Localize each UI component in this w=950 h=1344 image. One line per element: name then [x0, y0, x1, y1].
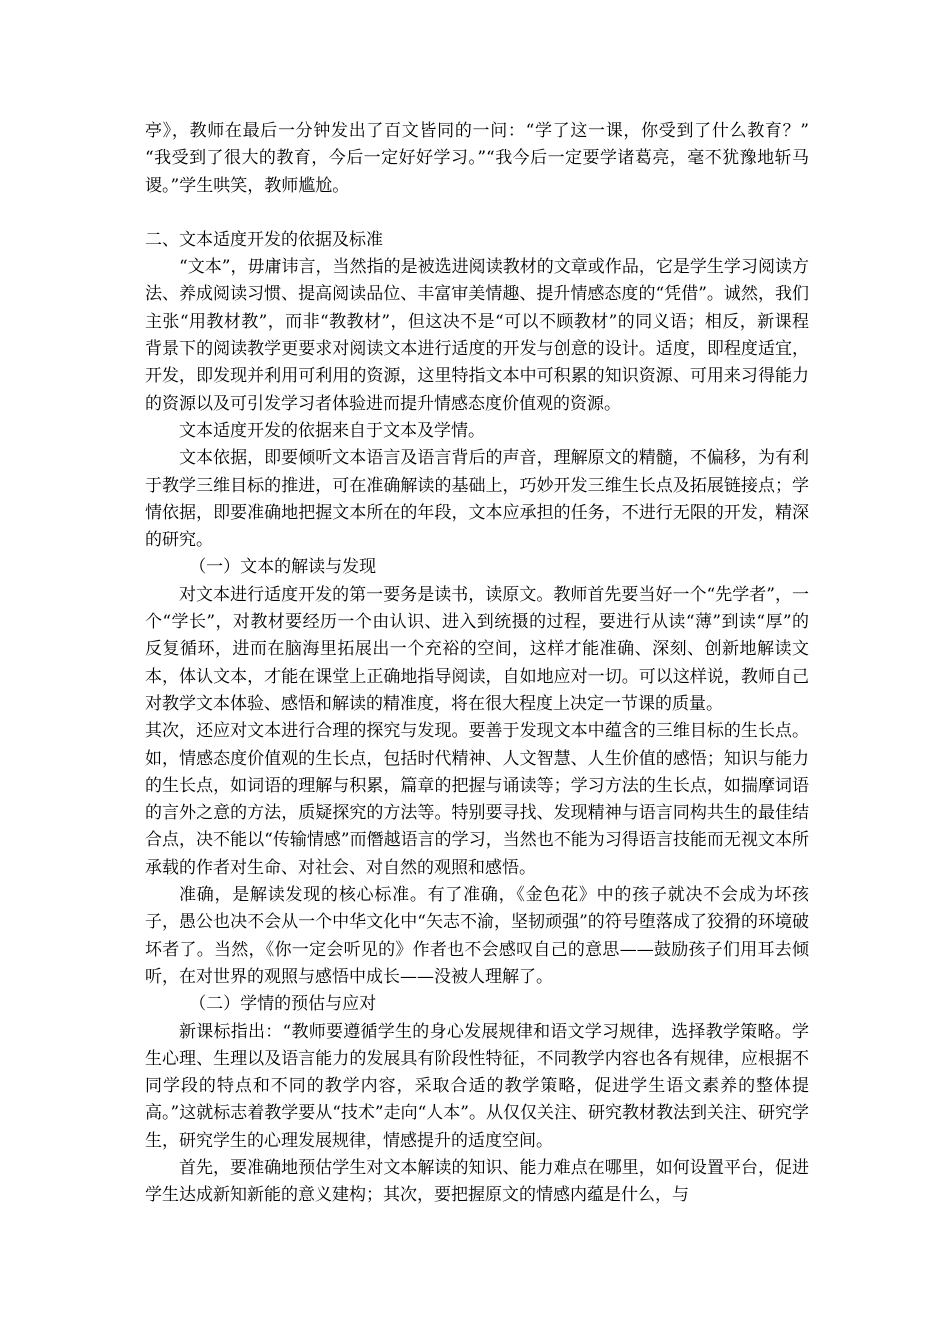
paragraph: 其次，还应对文本进行合理的探究与发现。要善于发现文本中蕴含的三维目标的生长点。如，情感态度价值观的生长点，包括时代精神、人文智慧、人生价值的感悟；知识与能力的生长点，如词语的理解与积累，篇章的把握与诵读等；学习方法的生长点，如揣摩词语的言外之意的方法，质疑探究的方法等。特别要寻找、发现精神与语言同构共生的最佳结合点，决不能以“传输情感”而僭越语言的学习，当然也不能为习得语言技能而无视文本所承载的作者对生命、对社会、对自然的观照和感悟。 — [145, 721, 809, 878]
paragraph: “文本”，毋庸讳言，当然指的是被选进阅读教材的文章或作品，它是学生学习阅读方法、养成阅读习惯、提高阅读品位、丰富审美情趣、提升情感态度的“凭借”。诚然，我们主张“用教材教”，而非“教教材”，但这决不是“可以不顾教材”的同义语；相反，新课程背景下的阅读教学更要求对阅读文本进行适度的开发与创意的设计。适度，即程度适宜，开发，即发现并利用可利用的资源，这里特指文本中可积累的知识资源、可用来习得能力的资源以及可引发学习者体验进而提升情感态度价值观的资源。 — [145, 257, 809, 414]
paragraph: 文本依据，即要倾听文本语言及语言背后的声音，理解原文的精髓，不偏移，为有利于教学三维目标的推进，可在准确解读的基础上，巧妙开发三维生长点及拓展链接点；学情依据，即要准确地把握文本所在的年段，文本应承担的任务，不进行无限的开发，精深的研究。 — [145, 448, 809, 551]
paragraph: 文本适度开发的依据来自于文本及学情。 — [179, 420, 485, 441]
paragraph: 新课标指出：“教师要遵循学生的身心发展规律和语文学习规律，选择教学策略。学生心理、生理以及语言能力的发展具有阶段性特征，不同教学内容也各有规律，应根据不同学段的特点和不同的教学内容，采取合适的教学策略，促进学生语文素养的整体提高。”这就标志着教学要从“技术”走向“人本”。从仅仅关注、研究教材教法到关注、研究学生，研究学生的心理发展规律，情感提升的适度空间。 — [145, 1021, 809, 1151]
paragraph-continuation: 亭》，教师在最后一分钟发出了百文皆同的一问：“学了这一课，你受到了什么教育？” “我受到了很大的教育，今后一定好好学习。”“我今后一定要学诸葛亮，毫不犹豫地斩马谡。”学生哄笑，教师尴尬。 — [145, 121, 809, 196]
paragraph: 准确，是解读发现的核心标准。有了准确，《金色花》中的孩子就决不会成为坏孩子，愚公也决不会从一个中华文化中“矢志不渝，坚韧顽强”的符号堕落成了狡猾的环境破坏者了。当然，《你一定会听见的》作者也不会感叹自己的意思——鼓励孩子们用耳去倾听，在对世界的观照与感悟中成长——没被人理解了。 — [145, 885, 809, 987]
document-body — [145, 118, 809, 1210]
subsection-heading: （一）文本的解读与发现 — [189, 557, 377, 578]
subsection-heading: （二）学情的预估与应对 — [189, 994, 377, 1015]
section-heading: 二、文本适度开发的依据及标准 — [145, 229, 383, 250]
blank-line — [145, 200, 809, 227]
paragraph: 首先，要准确地预估学生对文本解读的知识、能力难点在哪里，如何设置平台，促进学生达成新知新能的意义建构；其次，要把握原文的情感内蕴是什么，与 — [145, 1157, 809, 1206]
paragraph: 对文本进行适度开发的第一要务是读书，读原文。教师首先要当好一个“先学者”，一个“学长”，对教材要经历一个由认识、进入到统摄的过程，要进行从读“薄”到读“厚”的反复循环，进而在脑海里拓展出一个充裕的空间，这样才能准确、深刻、创新地解读文本，体认文本，才能在课堂上正确地指导阅读，自如地应对一切。可以这样说，教师自己对教学文本体验、感悟和解读的精准度，将在很大程度上决定一节课的质量。 — [145, 584, 809, 714]
